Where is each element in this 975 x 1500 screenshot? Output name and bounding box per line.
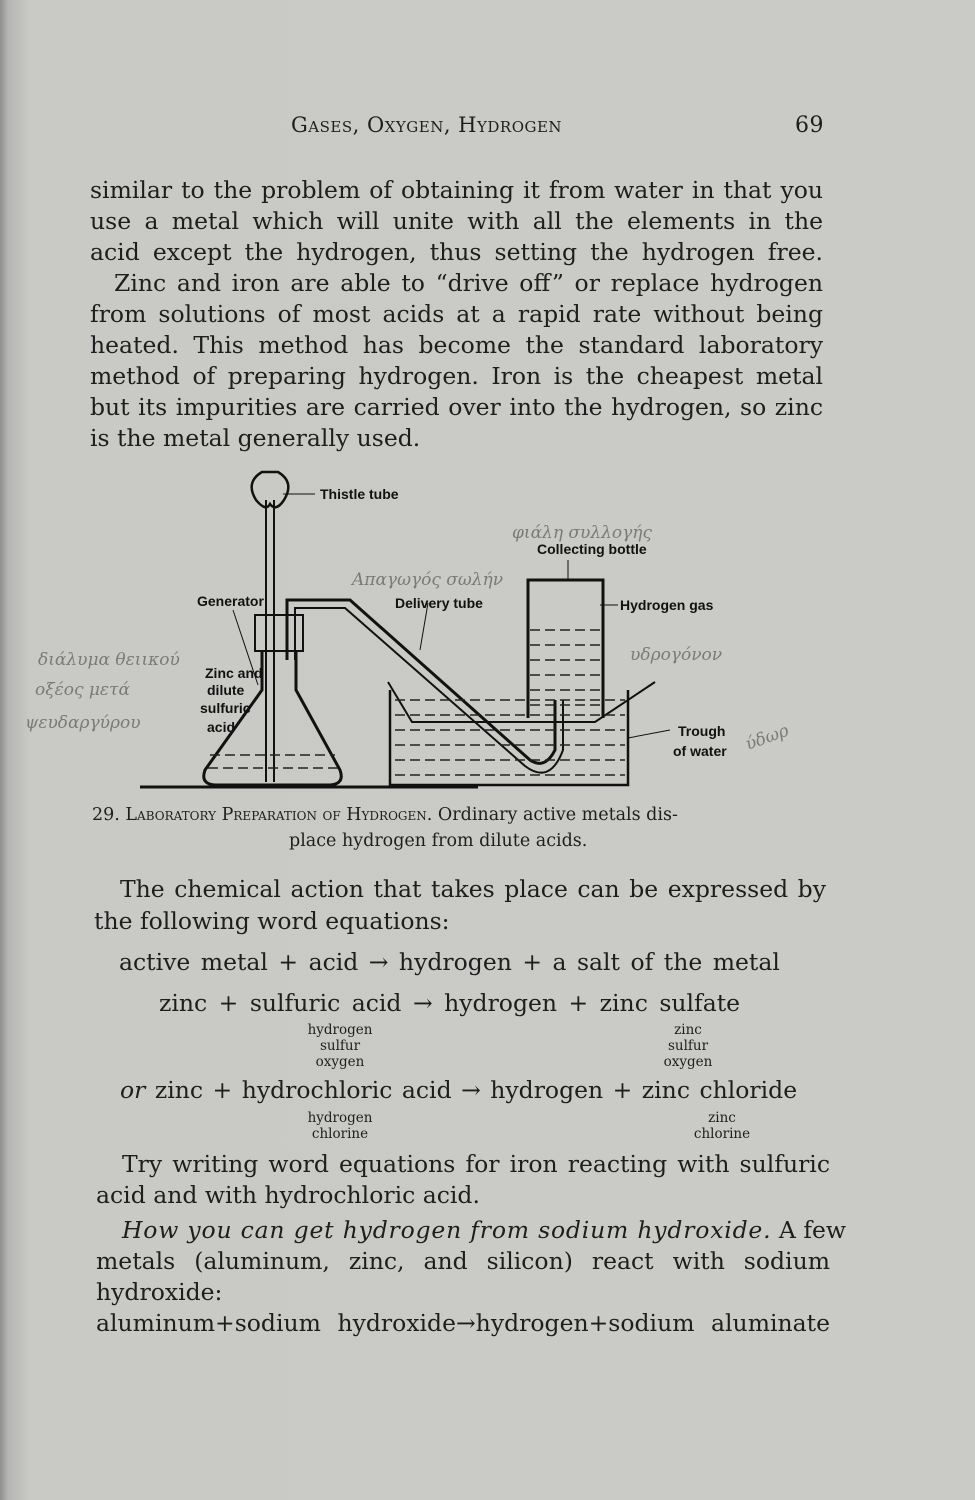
equation-elements bbox=[648, 1022, 728, 1070]
equation: active metal + acid → hydrogen + a salt of the metal bbox=[119, 948, 780, 976]
label-trough: of water bbox=[673, 743, 727, 759]
text-line: method of preparing hydrogen. Iron is the cheapest metal bbox=[90, 362, 823, 390]
handwritten-note: Απαγωγός σωλήν bbox=[352, 570, 504, 590]
text-line: acid and with hydrochloric acid. bbox=[96, 1181, 480, 1209]
element: sulfur bbox=[319, 1038, 361, 1054]
text-line: is the metal generally used. bbox=[90, 424, 421, 452]
text-line: heated. This method has become the standard laboratory bbox=[90, 331, 823, 359]
caption-number: 29. bbox=[92, 805, 120, 825]
figure-caption bbox=[92, 805, 678, 825]
label-zinc: dilute bbox=[207, 682, 245, 698]
text-line: acid except the hydrogen, thus setting the hydrogen free. bbox=[90, 238, 823, 266]
label-zinc: acid bbox=[207, 719, 236, 735]
caption-title: Laboratory Preparation of Hydrogen. bbox=[125, 805, 433, 825]
element: chlorine bbox=[311, 1126, 369, 1142]
section-heading: How you can get hydrogen from sodium hydroxide. bbox=[122, 1216, 772, 1244]
or-word: or bbox=[120, 1076, 146, 1104]
element: oxygen bbox=[663, 1054, 713, 1070]
label-thistle-tube: Thistle tube bbox=[320, 486, 399, 502]
text-line: Zinc and iron are able to “drive off” or replace hydrogen bbox=[114, 269, 823, 297]
element: zinc bbox=[708, 1110, 736, 1126]
text-line: use a metal which will unite with all the elements in the bbox=[90, 207, 823, 235]
equation-elements bbox=[300, 1110, 380, 1142]
text-line: similar to the problem of obtaining it from water in that you bbox=[90, 176, 823, 204]
label-delivery-tube: Delivery tube bbox=[395, 595, 483, 611]
equation-text: zinc + hydrochloric acid → hydrogen + zinc chloride bbox=[154, 1076, 798, 1104]
equation-elements bbox=[682, 1110, 762, 1142]
handwritten-note: ψευδαργύρου bbox=[25, 713, 141, 733]
element: oxygen bbox=[315, 1054, 365, 1070]
text: A few bbox=[778, 1216, 847, 1244]
text-line: from solutions of most acids at a rapid rate without being bbox=[90, 300, 823, 328]
text-line: hydroxide: bbox=[96, 1278, 223, 1306]
caption-text: Ordinary active metals dis- bbox=[437, 805, 678, 825]
label-trough: Trough bbox=[678, 723, 726, 739]
text-line: The chemical action that takes place can be expressed by bbox=[120, 875, 826, 903]
label-collecting-bottle: Collecting bottle bbox=[537, 541, 647, 557]
handwritten-note: οξέος μετά bbox=[35, 680, 130, 700]
element: chlorine bbox=[693, 1126, 751, 1142]
handwritten-note: ύδωρ bbox=[742, 720, 792, 755]
hydrogen-apparatus-diagram bbox=[0, 460, 975, 800]
label-hydrogen-gas: Hydrogen gas bbox=[620, 597, 714, 613]
label-zinc: Zinc and bbox=[205, 665, 263, 681]
handwritten-note: διάλυμα θειικού bbox=[38, 650, 180, 670]
element: hydrogen bbox=[307, 1022, 373, 1038]
text-line: but its impurities are carried over into the hydrogen, so zinc bbox=[90, 393, 823, 421]
label-generator: Generator bbox=[197, 593, 264, 609]
equation: zinc + sulfuric acid → hydrogen + zinc sulfate bbox=[159, 989, 741, 1017]
page-number: 69 bbox=[795, 113, 824, 138]
handwritten-note: υδρογόνον bbox=[630, 645, 723, 665]
text-line: the following word equations: bbox=[94, 907, 450, 935]
caption-text: place hydrogen from dilute acids. bbox=[289, 831, 588, 851]
label-zinc: sulfuric bbox=[200, 700, 251, 716]
text-line: aluminum+sodium hydroxide→hydrogen+sodium aluminate bbox=[96, 1309, 830, 1337]
element: sulfur bbox=[667, 1038, 709, 1054]
text-line bbox=[122, 1216, 847, 1244]
element: zinc bbox=[674, 1022, 702, 1038]
equation bbox=[120, 1076, 797, 1104]
equation-elements bbox=[300, 1022, 380, 1070]
text-line: metals (aluminum, zinc, and silicon) react with sodium bbox=[96, 1247, 830, 1275]
handwritten-note: φιάλη συλλογής bbox=[512, 523, 653, 543]
element: hydrogen bbox=[307, 1110, 373, 1126]
text-line: Try writing word equations for iron reacting with sulfuric bbox=[122, 1150, 830, 1178]
running-title: Gases, Oxygen, Hydrogen bbox=[291, 113, 563, 137]
